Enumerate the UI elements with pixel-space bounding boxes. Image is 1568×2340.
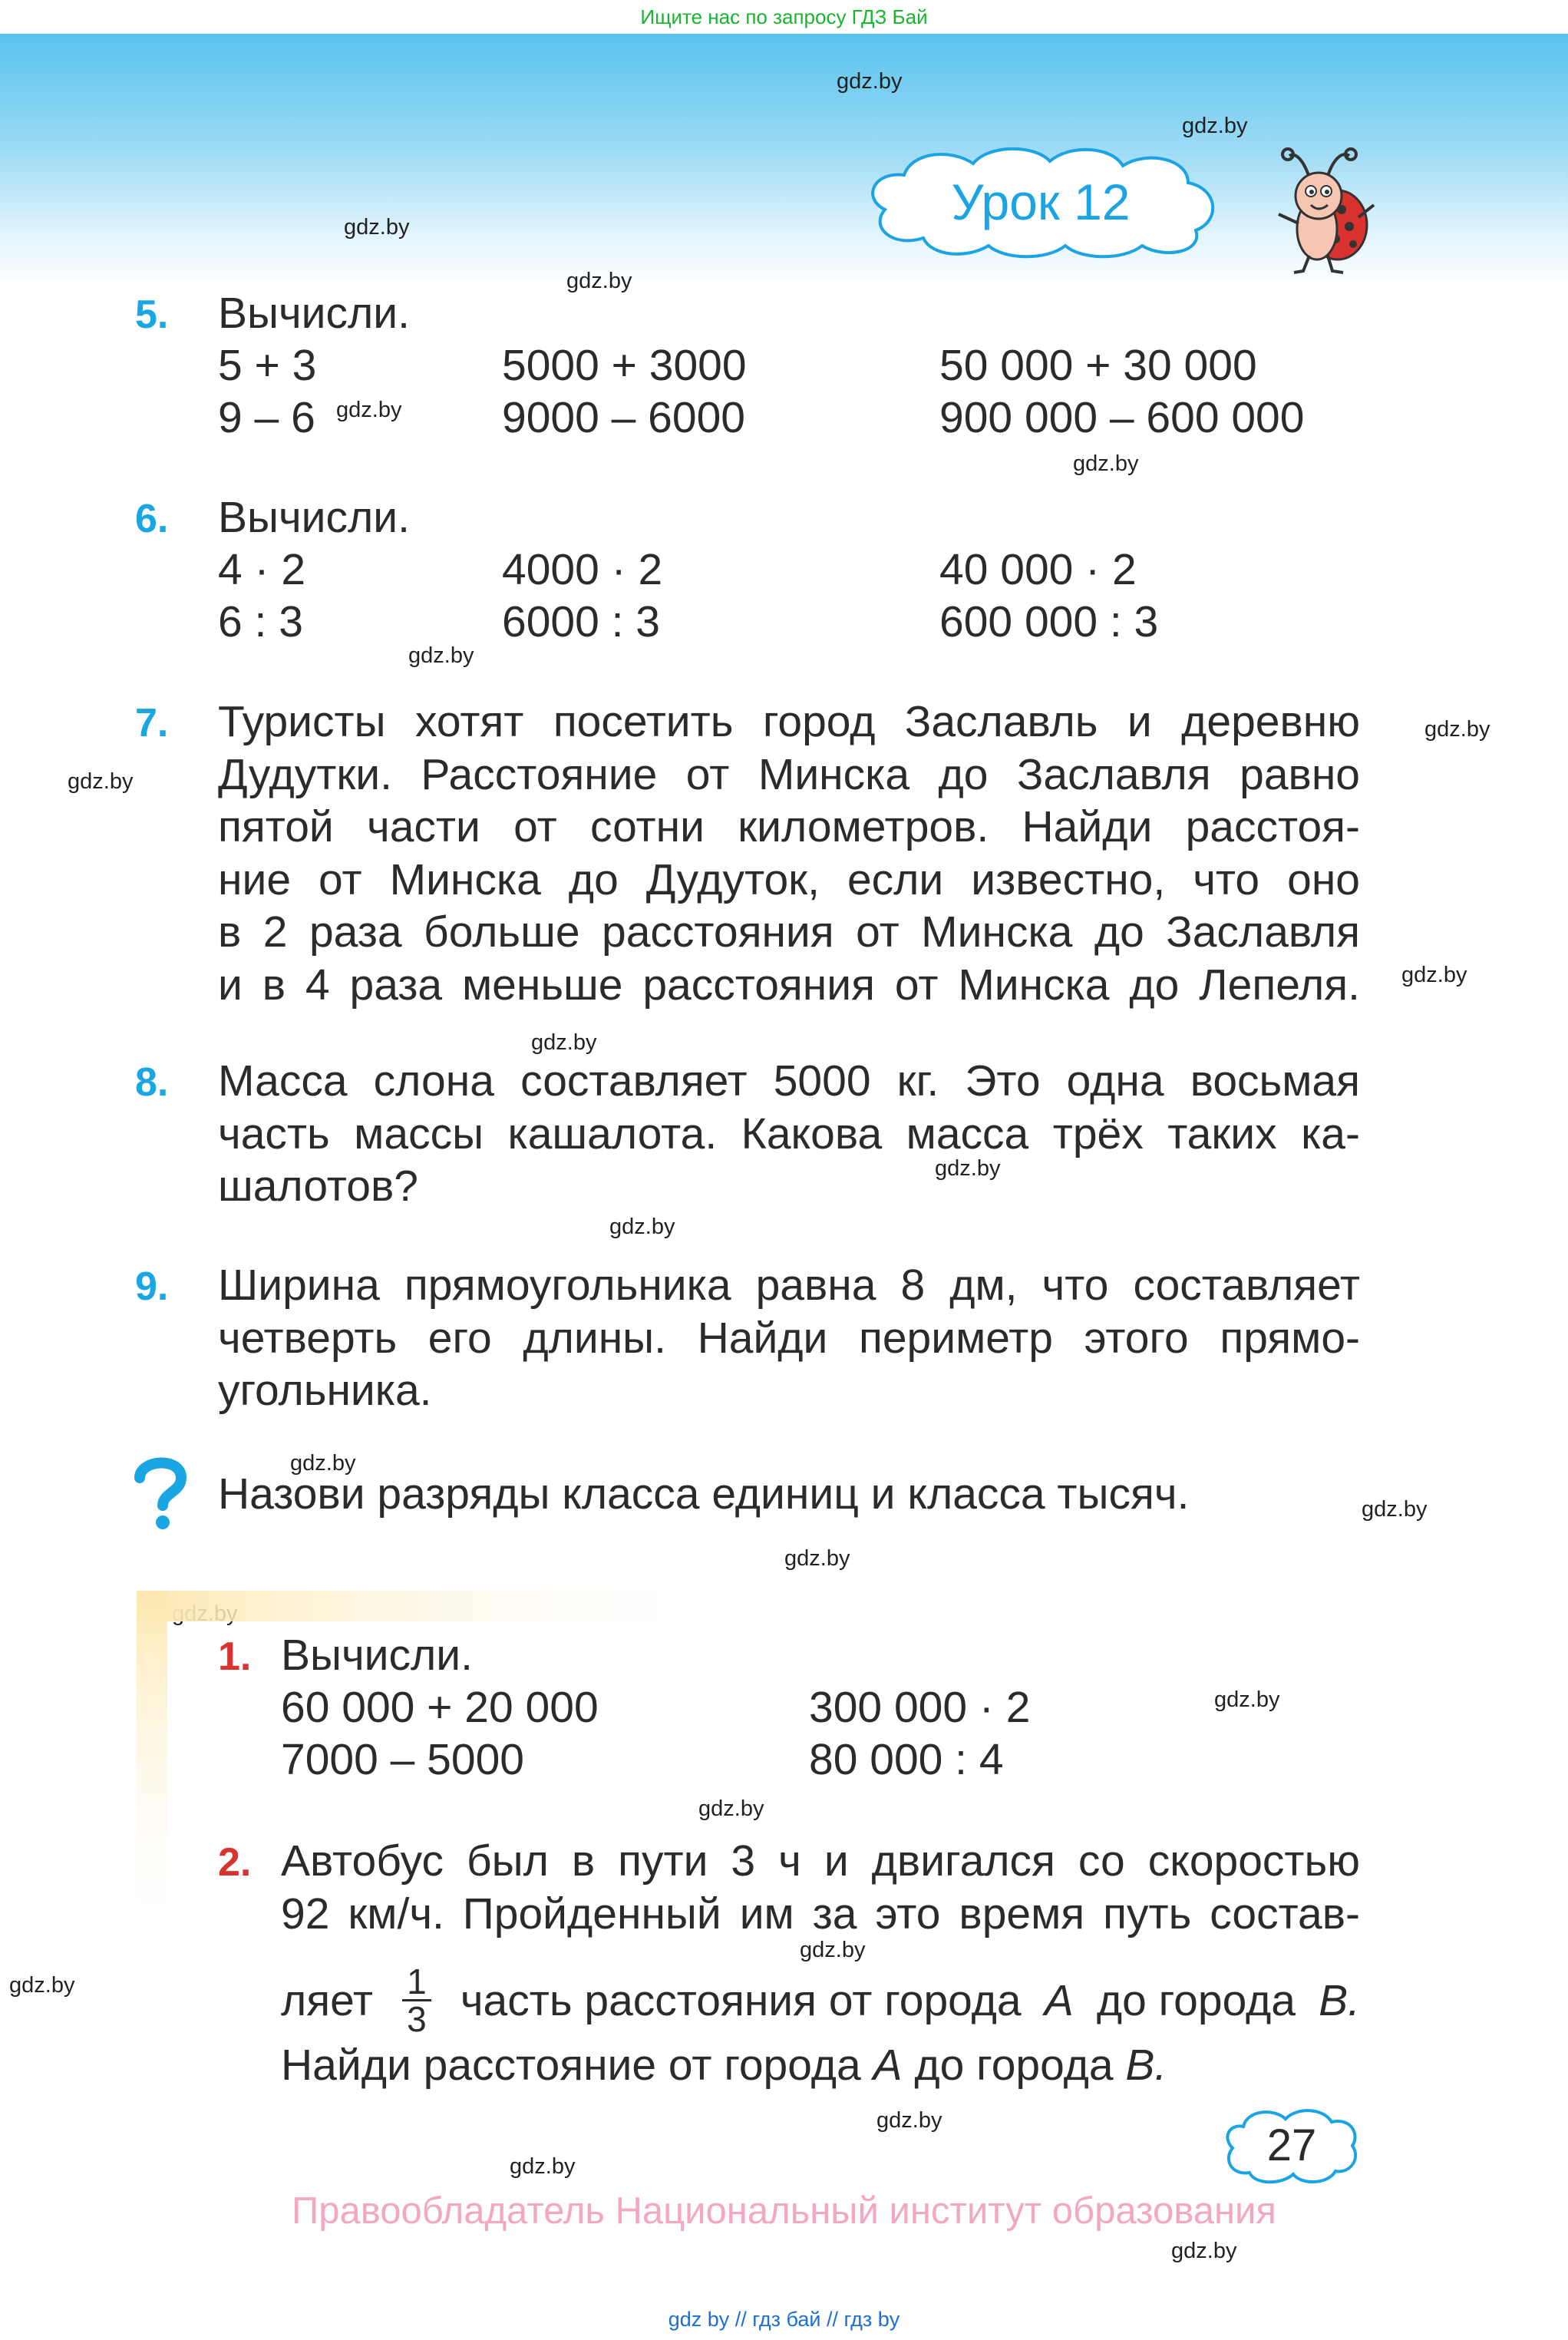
text-line: Автобус был в пути 3 ч и двигался со скоростью [281,1836,1360,1886]
city-b: В. [1125,2041,1167,2090]
expression: 9000 – 6000 [502,393,745,442]
text-fragment: часть расстояния от города [460,1975,1022,2025]
fraction-denominator: 3 [407,1999,427,2039]
expression: 4 · 2 [218,545,306,594]
expression: 80 000 : 4 [809,1735,1004,1784]
watermark: gdz.by [344,215,410,240]
test-task-number: 1. [218,1634,252,1679]
watermark: gdz.by [408,643,474,668]
text-line: четверть его длины. Найди периметр этого прямо- [218,1313,1360,1363]
city-a: А [873,2041,903,2090]
lesson-title: Урок 12 [951,174,1131,230]
text-line-with-fraction [281,1964,1360,2037]
watermark: gdz.by [800,1938,866,1962]
expression: 6000 : 3 [502,597,661,646]
watermark: gdz.by [566,269,632,293]
text-line: и в 4 раза меньше расстояния от Минска до Лепеля. [218,960,1360,1010]
watermark: gdz.by [837,69,903,94]
watermark: gdz.by [1171,2239,1237,2263]
text-line: пятой части от сотни километров. Найди расстоя- [218,802,1360,851]
text-line: Ширина прямоугольника равна 8 дм, что составляет [218,1261,1360,1310]
expression: 60 000 + 20 000 [281,1683,599,1732]
lesson-title-cloud [858,144,1223,259]
expression: 600 000 : 3 [939,597,1159,646]
expression: 300 000 · 2 [809,1683,1031,1732]
task-title: Вычисли. [218,493,410,542]
text-line: ние от Минска до Дудуток, если известно, что оно [218,854,1360,904]
watermark: gdz.by [531,1030,597,1055]
test-task-number: 2. [218,1840,252,1885]
text-line [281,2039,1167,2091]
page-number: 27 [1266,2120,1317,2170]
watermark: gdz.by [876,2108,942,2133]
city-b: В. [1319,1975,1360,2025]
city-a: А [1044,1975,1074,2025]
watermark: gdz.by [290,1451,356,1476]
text-line: Туристы хотят посетить город Заславль и деревню [218,697,1360,746]
watermark: gdz.by [609,1215,675,1239]
task-number: 9. [135,1264,169,1309]
text-fragment: до города [1096,1975,1296,2025]
expression: 5000 + 3000 [502,341,747,390]
ladybug-icon [1273,140,1375,279]
watermark: gdz.by [1424,717,1490,742]
task-9-text [218,1259,1360,1417]
text-line: угольника. [218,1366,432,1415]
text-line: Масса слона составляет 5000 кг. Это одна восьмая [218,1056,1360,1106]
task-7-text [218,696,1360,1011]
task-number: 6. [135,497,169,541]
expression: 40 000 · 2 [939,545,1137,594]
fraction-numerator: 1 [402,1964,431,2001]
watermark: gdz.by [1362,1497,1428,1522]
watermark: gdz.by [935,1156,1001,1181]
expression: 6 : 3 [218,597,303,646]
watermark: gdz.by [784,1546,850,1571]
text-fragment: ляет [281,1975,374,2025]
fraction [402,1964,431,2037]
watermark: gdz.by [68,769,134,794]
expression: 50 000 + 30 000 [939,341,1257,390]
page-number-cloud [1220,2104,1363,2188]
text-fragment: до города [914,2041,1114,2090]
watermark: gdz.by [1182,114,1248,138]
copyright: Правообладатель Национальный институт образования [292,2190,1276,2232]
question-text: Назови разряды класса единиц и класса тысяч. [218,1469,1190,1519]
watermark: gdz.by [1073,451,1139,476]
question-mark-icon [129,1455,192,1532]
expression: 7000 – 5000 [281,1735,524,1784]
text-line: часть массы кашалота. Какова масса трёх таких ка- [218,1109,1360,1158]
watermark: gdz.by [510,2154,576,2179]
task-8-text [218,1055,1360,1213]
task-number: 8. [135,1060,169,1105]
task-title: Вычисли. [281,1631,473,1680]
test-task-2-text [281,1835,1360,1940]
text-line: в 2 раза больше расстояния от Минска до Заславля [218,907,1360,957]
watermark: gdz.by [1401,963,1467,987]
watermark: gdz.by [1214,1687,1280,1712]
watermark: gdz.by [698,1796,764,1821]
expression: 4000 · 2 [502,545,663,594]
task-number: 7. [135,701,169,745]
expression: 900 000 – 600 000 [939,393,1305,442]
top-banner[interactable]: Ищите нас по запросу ГДЗ Бай [0,0,1568,34]
text-line: шалотов? [218,1162,418,1211]
expression: 9 – 6 [218,393,315,442]
watermark: gdz.by [9,1973,75,1998]
task-title: Вычисли. [218,289,410,338]
task-number: 5. [135,292,169,337]
footer-links[interactable]: gdz by // гдз бай // гдз by [668,2308,900,2331]
watermark: gdz.by [336,398,402,422]
text-fragment: Найди расстояние от города [281,2041,861,2090]
text-line: 92 км/ч. Пройденный им за это время путь состав- [281,1889,1360,1938]
text-line: Дудутки. Расстояние от Минска до Заславля равно [218,749,1360,799]
expression: 5 + 3 [218,341,317,390]
